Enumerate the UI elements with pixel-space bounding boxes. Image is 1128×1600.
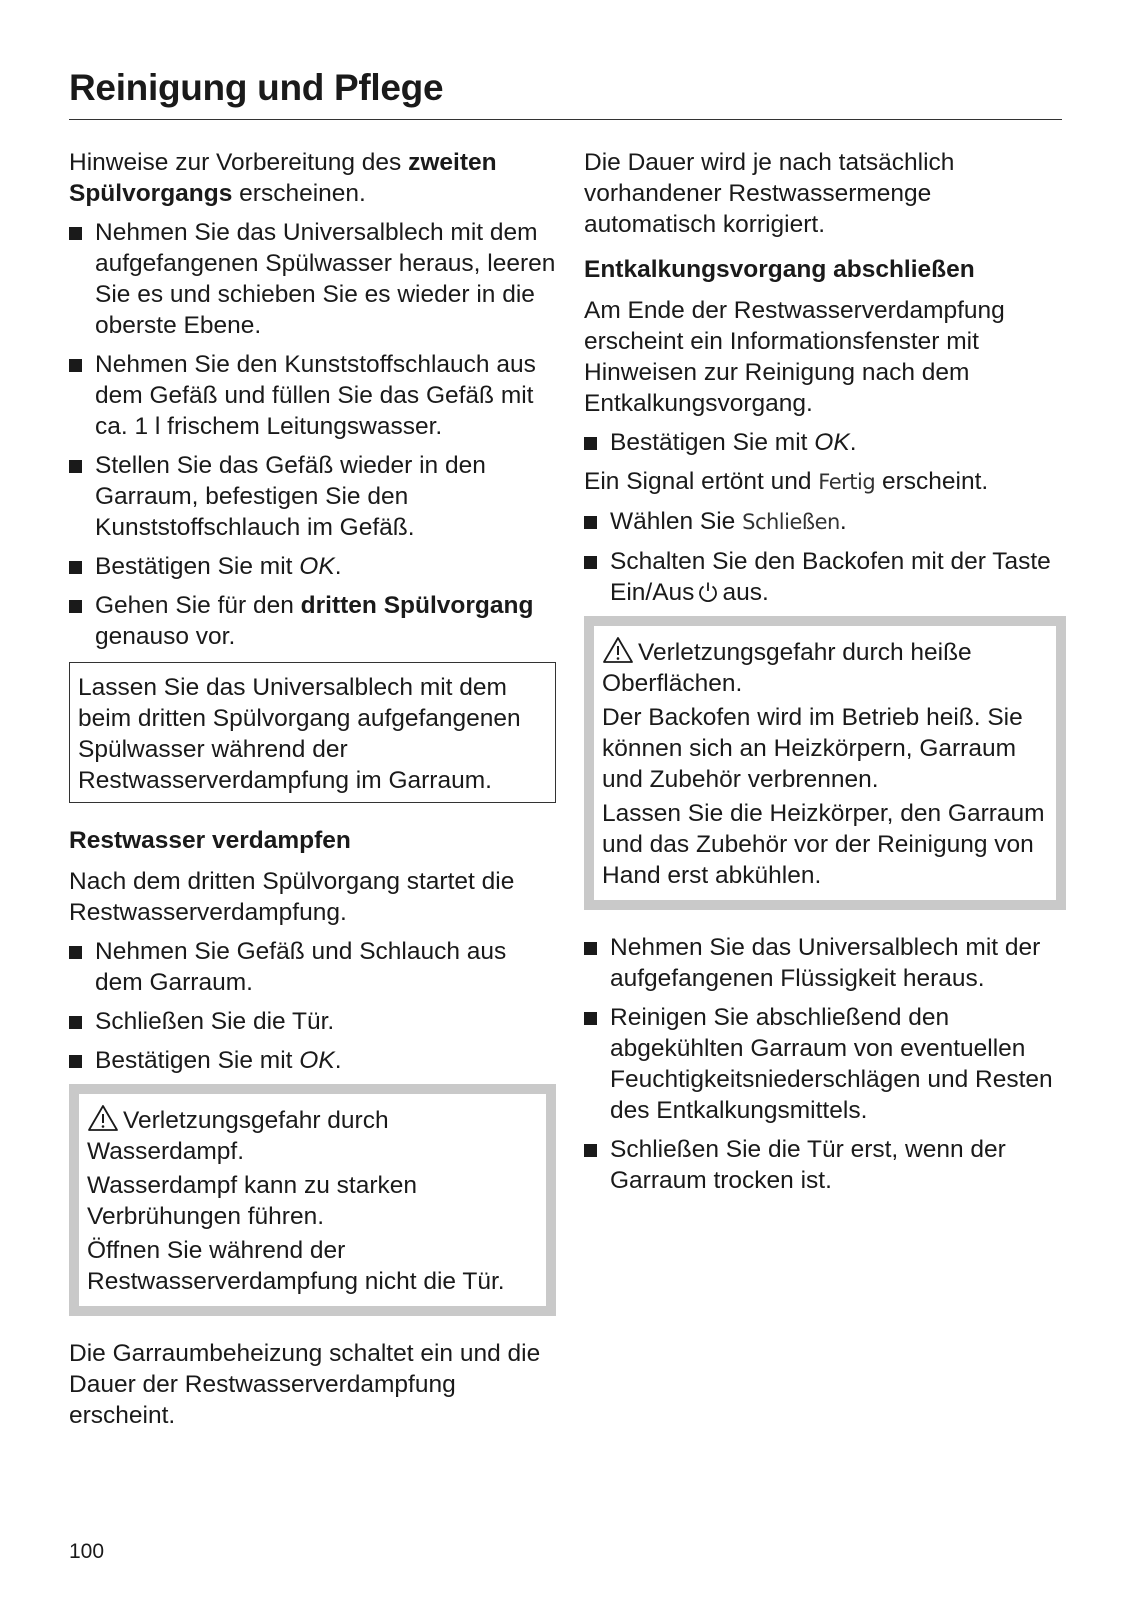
list-item bbox=[584, 506, 1066, 538]
list-item-text: Schalten Sie den Backofen mit der Taste Ein/Aus bbox=[610, 548, 1051, 606]
ok-key-label: OK bbox=[299, 1047, 335, 1074]
page-title: Reinigung und Pflege bbox=[69, 67, 444, 108]
list-item-text: Nehmen Sie das Universalblech mit dem aufgefangenen Spülwasser heraus, leeren Sie es und schieben Sie es wieder in die oberste Ebene. bbox=[95, 219, 556, 339]
list-item-text: Bestätigen Sie mit bbox=[95, 553, 300, 580]
warning-title bbox=[87, 1104, 538, 1167]
list-item-text: Nehmen Sie den Kunststoffschlauch aus dem Gefäß und füllen Sie das Gefäß mit ca. 1 l frischem Leitungswasser. bbox=[95, 351, 536, 440]
warning-box-hot-surfaces bbox=[584, 616, 1066, 910]
warning-triangle-icon bbox=[87, 1104, 119, 1132]
paragraph: Die Dauer wird je nach tatsächlich vorhandener Restwassermenge automatisch korrigiert. bbox=[584, 149, 955, 238]
paragraph: Nach dem dritten Spülvorgang startet die Restwasserverdampfung. bbox=[69, 868, 515, 926]
paragraph-text-end: erscheint. bbox=[875, 468, 989, 495]
warning-title-text: Verletzungsgefahr durch heiße Oberflächen. bbox=[602, 639, 972, 697]
list-item-text: Gehen Sie für den bbox=[95, 592, 301, 619]
ok-key-label: OK bbox=[814, 429, 850, 456]
note-text: Lassen Sie das Universalblech mit dem beim dritten Spülvorgang aufgefangenen Spülwasser während der Restwasserverdampfung im Garraum. bbox=[78, 674, 521, 794]
display-text-schliessen: Schließen bbox=[742, 510, 840, 534]
intro-bold: zweiten Spülvorgangs bbox=[69, 149, 497, 207]
list-item bbox=[69, 590, 556, 652]
ok-key-label: OK bbox=[299, 553, 335, 580]
page-number: 100 bbox=[69, 1540, 105, 1563]
bullet-square-icon bbox=[584, 942, 597, 955]
list-item bbox=[69, 936, 556, 998]
section-heading-entkalkung: Entkalkungsvorgang abschließen bbox=[584, 256, 975, 283]
bullet-square-icon bbox=[69, 946, 82, 959]
list-item-text-end: . bbox=[334, 1047, 342, 1074]
signal-paragraph bbox=[584, 466, 1066, 498]
list-item bbox=[584, 546, 1066, 608]
warning-box-steam bbox=[69, 1084, 556, 1316]
warning-text: Öffnen Sie während der Restwasserverdampfung nicht die Tür. bbox=[87, 1237, 505, 1295]
list-item-text: Wählen Sie bbox=[610, 508, 743, 535]
page-header bbox=[69, 66, 1062, 120]
list-item-text-end: . bbox=[334, 553, 342, 580]
list-item bbox=[69, 349, 556, 442]
display-text-fertig: Fertig bbox=[818, 470, 876, 494]
list-item-text: Bestätigen Sie mit bbox=[610, 429, 815, 456]
bullet-square-icon bbox=[69, 227, 82, 240]
bullet-square-icon bbox=[69, 1055, 82, 1068]
bullet-square-icon bbox=[584, 556, 597, 569]
list-item-text: Stellen Sie das Gefäß wieder in den Garraum, befestigen Sie den Kunststoffschlauch im Gefäß. bbox=[95, 452, 486, 541]
list-item-text: Nehmen Sie Gefäß und Schlauch aus dem Garraum. bbox=[95, 938, 507, 996]
list-item-bold: dritten Spülvorgang bbox=[300, 592, 534, 619]
left-column bbox=[69, 147, 556, 1439]
right-column bbox=[584, 147, 1066, 1204]
list-item-text: Bestätigen Sie mit bbox=[95, 1047, 300, 1074]
list-item-text: Schließen Sie die Tür. bbox=[95, 1008, 335, 1035]
list-item bbox=[584, 932, 1066, 994]
power-icon bbox=[697, 580, 719, 602]
list-item-text-end: . bbox=[849, 429, 857, 456]
bullet-square-icon bbox=[584, 437, 597, 450]
bullet-square-icon bbox=[69, 561, 82, 574]
bullet-square-icon bbox=[584, 516, 597, 529]
warning-text: Der Backofen wird im Betrieb heiß. Sie können sich an Heizkörpern, Garraum und Zubehör verbrennen. bbox=[602, 704, 1023, 793]
warning-triangle-icon bbox=[602, 636, 634, 664]
bullet-square-icon bbox=[69, 460, 82, 473]
paragraph: Am Ende der Restwasserverdampfung erscheint ein Informationsfenster mit Hinweisen zur Reinigung nach dem Entkalkungsvorgang. bbox=[584, 297, 1005, 417]
warning-text: Wasserdampf kann zu starken Verbrühungen führen. bbox=[87, 1172, 417, 1230]
bullet-square-icon bbox=[69, 600, 82, 613]
paragraph-text: Ein Signal ertönt und bbox=[584, 468, 819, 495]
bullet-square-icon bbox=[69, 1016, 82, 1029]
list-item bbox=[584, 1134, 1066, 1196]
list-item bbox=[69, 551, 556, 582]
list-item-text-end: genauso vor. bbox=[95, 623, 236, 650]
list-item-text: Schließen Sie die Tür erst, wenn der Garraum trocken ist. bbox=[610, 1136, 1006, 1194]
warning-text: Lassen Sie die Heizkörper, den Garraum und das Zubehör vor der Reinigung von Hand erst abkühlen. bbox=[602, 800, 1045, 889]
intro-paragraph bbox=[69, 147, 556, 209]
info-note-box bbox=[69, 662, 556, 803]
list-item-text-end: aus. bbox=[722, 579, 769, 606]
section-heading-restwasser: Restwasser verdampfen bbox=[69, 827, 351, 854]
list-item-text-end: . bbox=[839, 508, 847, 535]
list-item bbox=[69, 450, 556, 543]
paragraph: Die Garraumbeheizung schaltet ein und die Dauer der Restwasserverdampfung erscheint. bbox=[69, 1340, 541, 1429]
list-item bbox=[69, 1006, 556, 1037]
list-item bbox=[584, 427, 1066, 458]
intro-text-end: erscheinen. bbox=[232, 180, 366, 207]
list-item-text: Nehmen Sie das Universalblech mit der aufgefangenen Flüssigkeit heraus. bbox=[610, 934, 1041, 992]
list-item bbox=[69, 217, 556, 341]
list-item-text: Reinigen Sie abschließend den abgekühlten Garraum von eventuellen Feuchtigkeitsniederschlägen und Resten des Entkalkungsmittels. bbox=[610, 1004, 1053, 1124]
warning-title bbox=[602, 636, 1048, 699]
bullet-square-icon bbox=[69, 359, 82, 372]
intro-text: Hinweise zur Vorbereitung des bbox=[69, 149, 409, 176]
list-item bbox=[69, 1045, 556, 1076]
list-item bbox=[584, 1002, 1066, 1126]
bullet-square-icon bbox=[584, 1144, 597, 1157]
bullet-square-icon bbox=[584, 1012, 597, 1025]
warning-title-text: Verletzungsgefahr durch Wasserdampf. bbox=[87, 1107, 389, 1165]
